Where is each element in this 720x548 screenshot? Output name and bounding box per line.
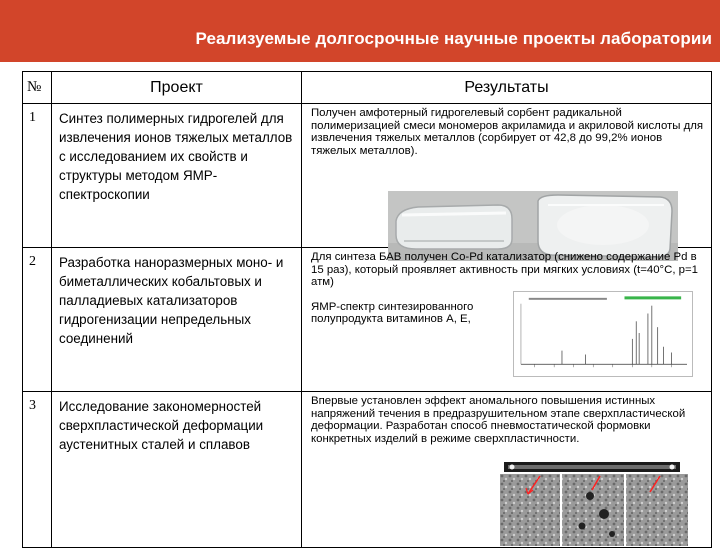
row-number: 2 xyxy=(23,248,52,392)
micrograph-strip xyxy=(500,474,688,546)
result-caption: ЯМР-спектр синтезированного полупродукта витаминов А, Е, xyxy=(311,300,474,326)
table-header-row xyxy=(23,72,712,104)
title-bar xyxy=(0,0,720,62)
column-header-results: Результаты xyxy=(302,72,712,104)
row-number: 1 xyxy=(23,104,52,248)
nmr-spectrum xyxy=(513,291,693,377)
result-text: Для синтеза БАВ получен Co-Pd катализатор (снижено содержание Pd в 15 раз), который проявляет активность при мягких условиях (t=40°C, p=1 атм) xyxy=(311,251,698,289)
column-header-number: № xyxy=(23,72,52,104)
results-cell xyxy=(302,248,712,392)
specimen-strip xyxy=(504,462,680,472)
table-row xyxy=(23,104,712,248)
project-description: Разработка наноразмерных моно- и биметаллических кобальтовых и палладиевых катализаторов гидрогенизации непредельных соединений xyxy=(52,248,302,392)
projects-table xyxy=(22,71,712,548)
table-row xyxy=(23,248,712,392)
row-number: 3 xyxy=(23,392,52,548)
column-header-project: Проект xyxy=(52,72,302,104)
result-text: Впервые установлен эффект аномального повышения истинных напряжений течения в предразрушительном этапе сверхпластической деформации. Разработан способ пневмостатической формовки конкретных изделий в режиме сверхпластичности. xyxy=(311,395,686,445)
results-cell xyxy=(302,392,712,548)
table-row xyxy=(23,392,712,548)
page-title: Реализуемые долгосрочные научные проекты лаборатории xyxy=(195,29,712,48)
results-cell xyxy=(302,104,712,248)
result-text: Получен амфотерный гидрогелевый сорбент радикальной полимеризацией смеси мономеров акриламида и акриловой кислоты для извлечения тяжелых металлов (сорбирует от 42,8 до 99,2% ионов тяжелых металлов). xyxy=(311,107,704,157)
project-description: Исследование закономерностей сверхпластической деформации аустенитных сталей и сплавов xyxy=(52,392,302,548)
project-description: Синтез полимерных гидрогелей для извлечения ионов тяжелых металлов с исследованием их свойств и структуры методом ЯМР-спектроскопии xyxy=(52,104,302,248)
